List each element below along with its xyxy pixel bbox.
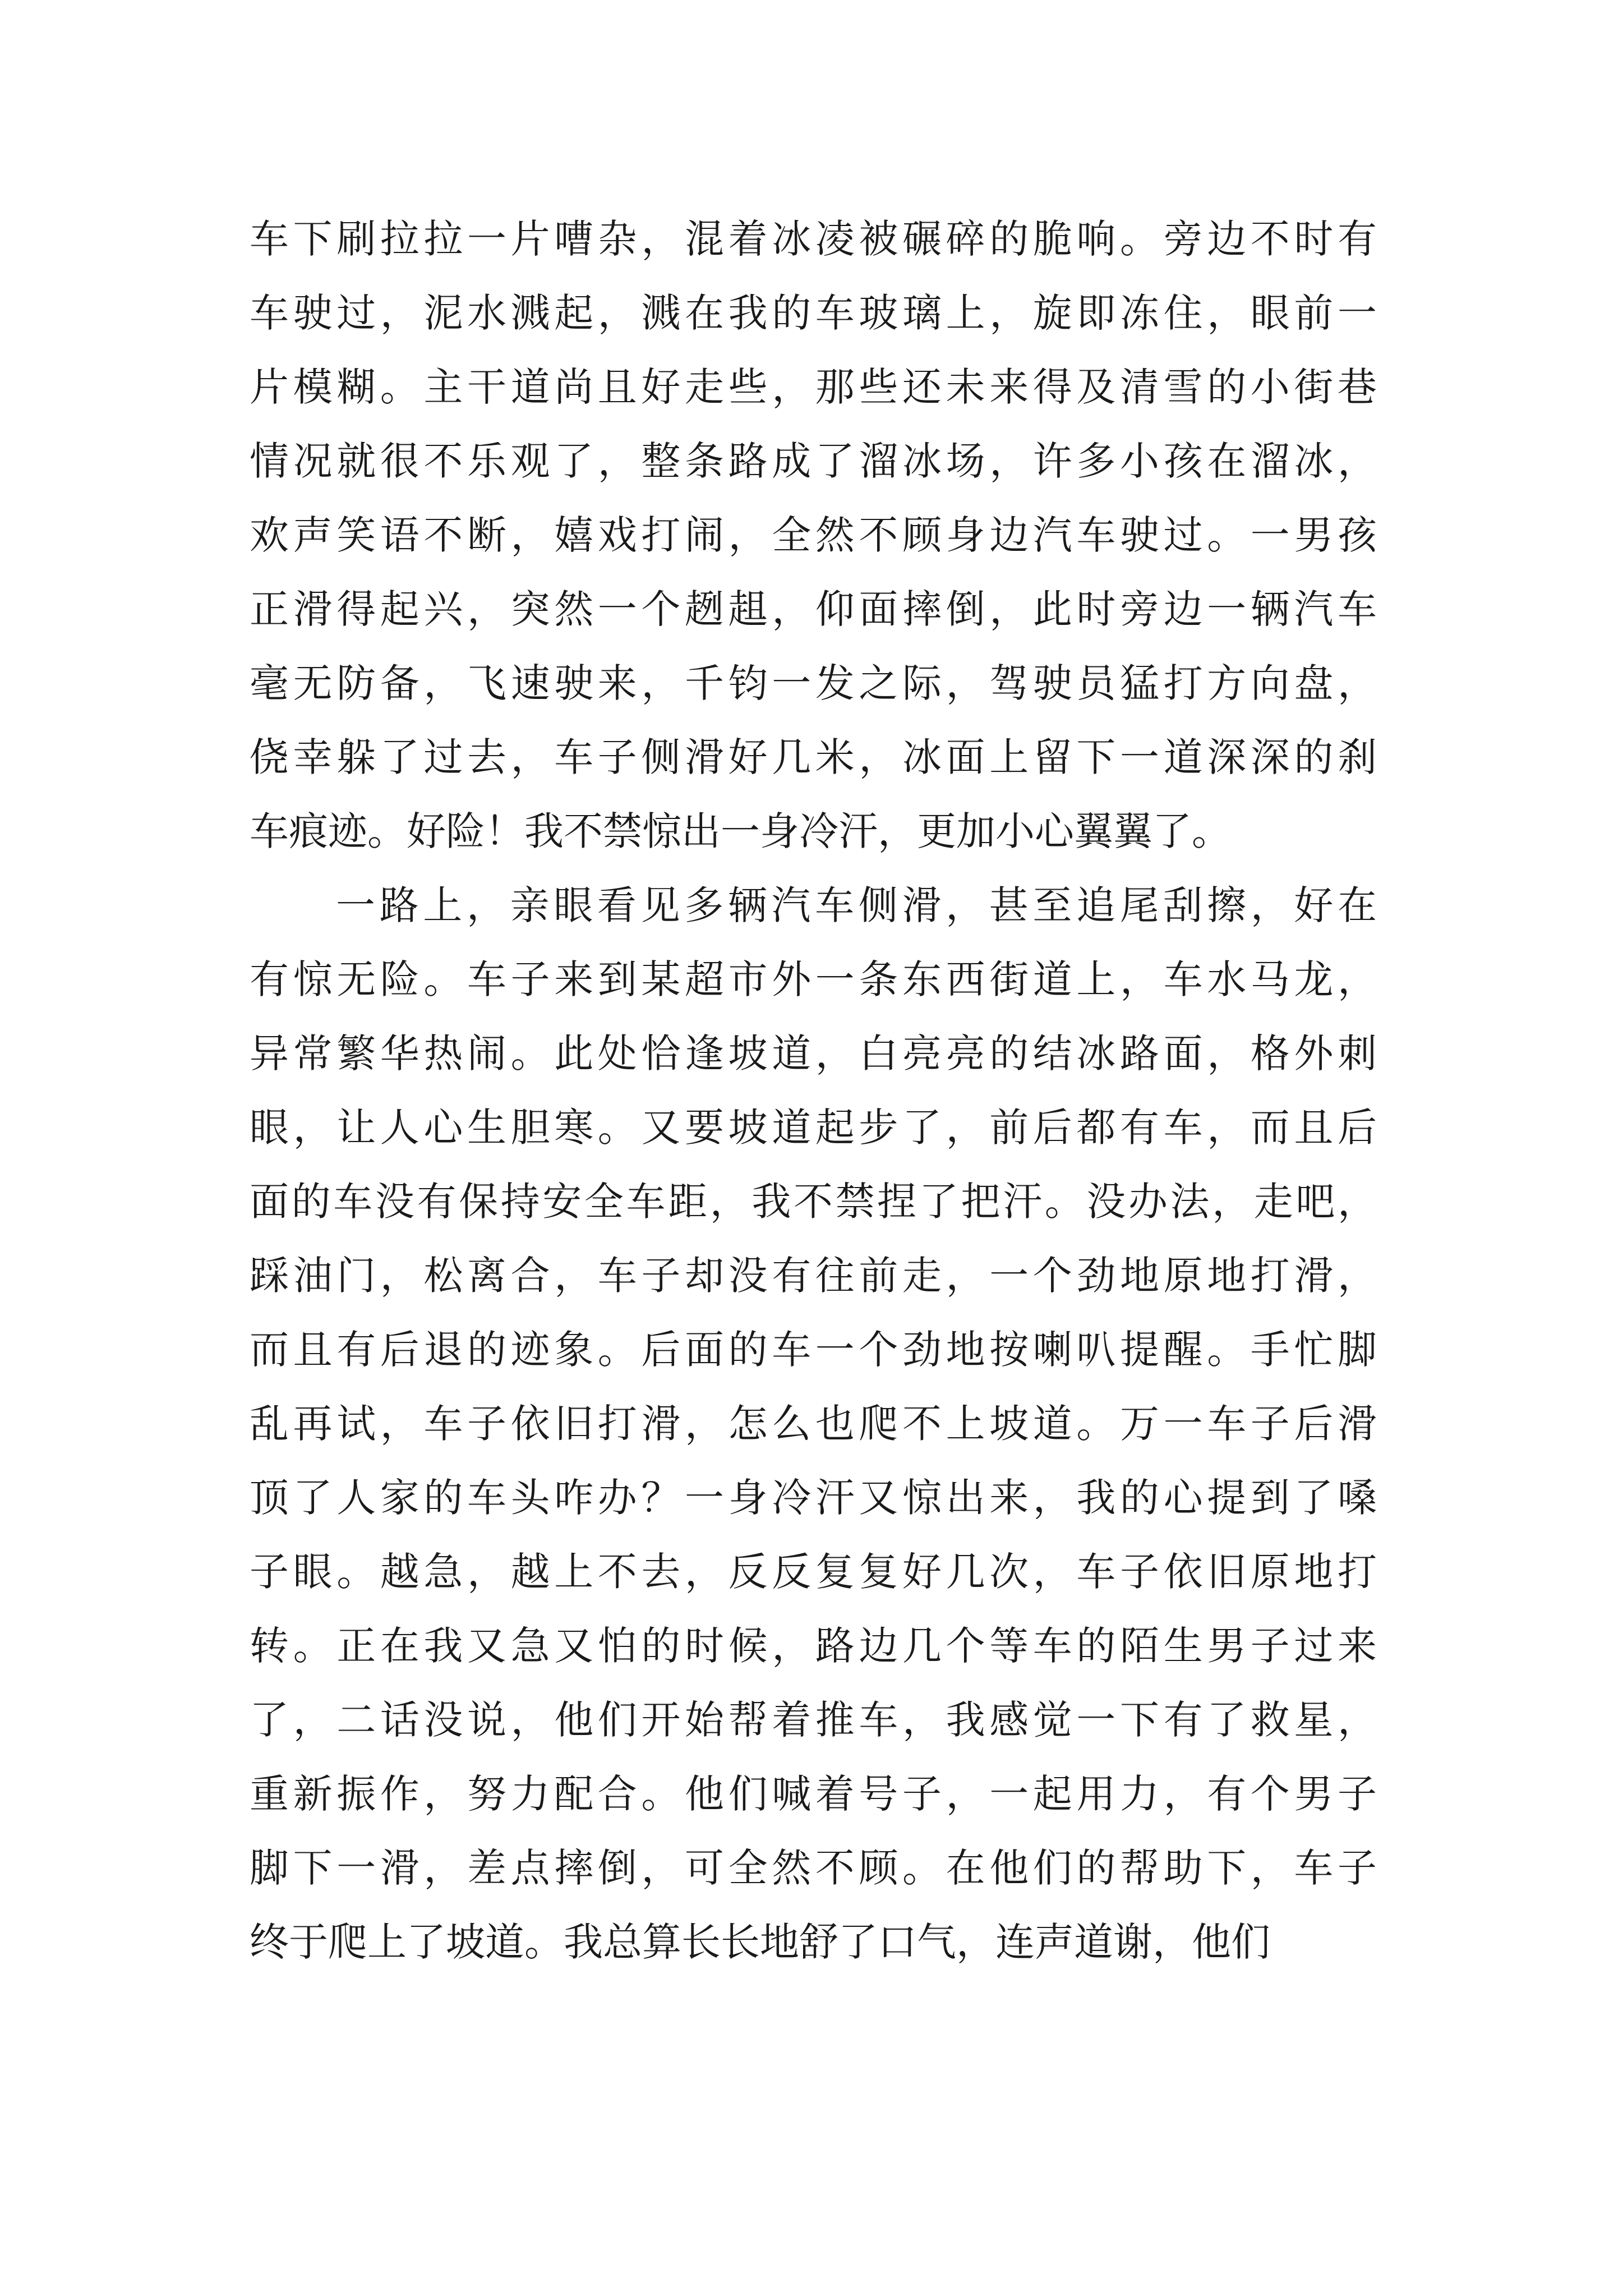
text-line: 侥幸躲了过去，车子侧滑好几米，冰面上留下一道深深的刹 <box>250 734 1377 780</box>
text-line: 终于爬上了坡道。我总算长长地舒了口气，连声道谢，他们 <box>250 1919 1270 1965</box>
text-line: 而且有后退的迹象。后面的车一个劲地按喇叭提醒。手忙脚 <box>250 1327 1377 1373</box>
text-line: 有惊无险。车子来到某超市外一条东西街道上，车水马龙， <box>250 956 1377 1002</box>
text-line: 毫无防备，飞速驶来，千钧一发之际，驾驶员猛打方向盘， <box>250 660 1377 706</box>
text-line: 异常繁华热闹。此处恰逢坡道，白亮亮的结冰路面，格外刺 <box>250 1030 1377 1076</box>
text-line: 脚下一滑，差点摔倒，可全然不顾。在他们的帮助下，车子 <box>250 1845 1377 1891</box>
text-line: 正滑得起兴，突然一个趔趄，仰面摔倒，此时旁边一辆汽车 <box>250 586 1377 632</box>
text-line: 顶了人家的车头咋办？一身冷汗又惊出来，我的心提到了嗓 <box>250 1475 1377 1521</box>
text-line: 一路上，亲眼看见多辆汽车侧滑，甚至追尾刮擦，好在 <box>336 882 1377 928</box>
text-line: 片模糊。主干道尚且好走些，那些还未来得及清雪的小街巷 <box>250 364 1377 410</box>
text-line: 车痕迹。好险！我不禁惊出一身冷汗，更加小心翼翼了。 <box>250 808 1231 854</box>
text-line: 情况就很不乐观了，整条路成了溜冰场，许多小孩在溜冰， <box>250 438 1377 484</box>
paragraph-1 <box>250 213 1377 857</box>
text-line: 转。正在我又急又怕的时候，路边几个等车的陌生男子过来 <box>250 1623 1377 1669</box>
text-line: 车下刷拉拉一片嘈杂，混着冰凌被碾碎的脆响。旁边不时有 <box>250 216 1377 262</box>
text-line: 眼，让人心生胆寒。又要坡道起步了，前后都有车，而且后 <box>250 1105 1377 1151</box>
text-line: 面的车没有保持安全车距，我不禁捏了把汗。没办法，走吧， <box>250 1179 1377 1225</box>
body-text <box>250 213 1377 1990</box>
paragraph-2 <box>250 880 1377 1968</box>
text-line: 乱再试，车子依旧打滑，怎么也爬不上坡道。万一车子后滑 <box>250 1401 1377 1447</box>
text-line: 子眼。越急，越上不去，反反复复好几次，车子依旧原地打 <box>250 1549 1377 1595</box>
text-line: 重新振作，努力配合。他们喊着号子，一起用力，有个男子 <box>250 1771 1377 1817</box>
text-line: 了，二话没说，他们开始帮着推车，我感觉一下有了救星， <box>250 1697 1377 1743</box>
text-line: 欢声笑语不断，嬉戏打闹，全然不顾身边汽车驶过。一男孩 <box>250 512 1377 558</box>
text-line: 车驶过，泥水溅起，溅在我的车玻璃上，旋即冻住，眼前一 <box>250 290 1377 336</box>
text-line: 踩油门，松离合，车子却没有往前走，一个劲地原地打滑， <box>250 1253 1377 1299</box>
